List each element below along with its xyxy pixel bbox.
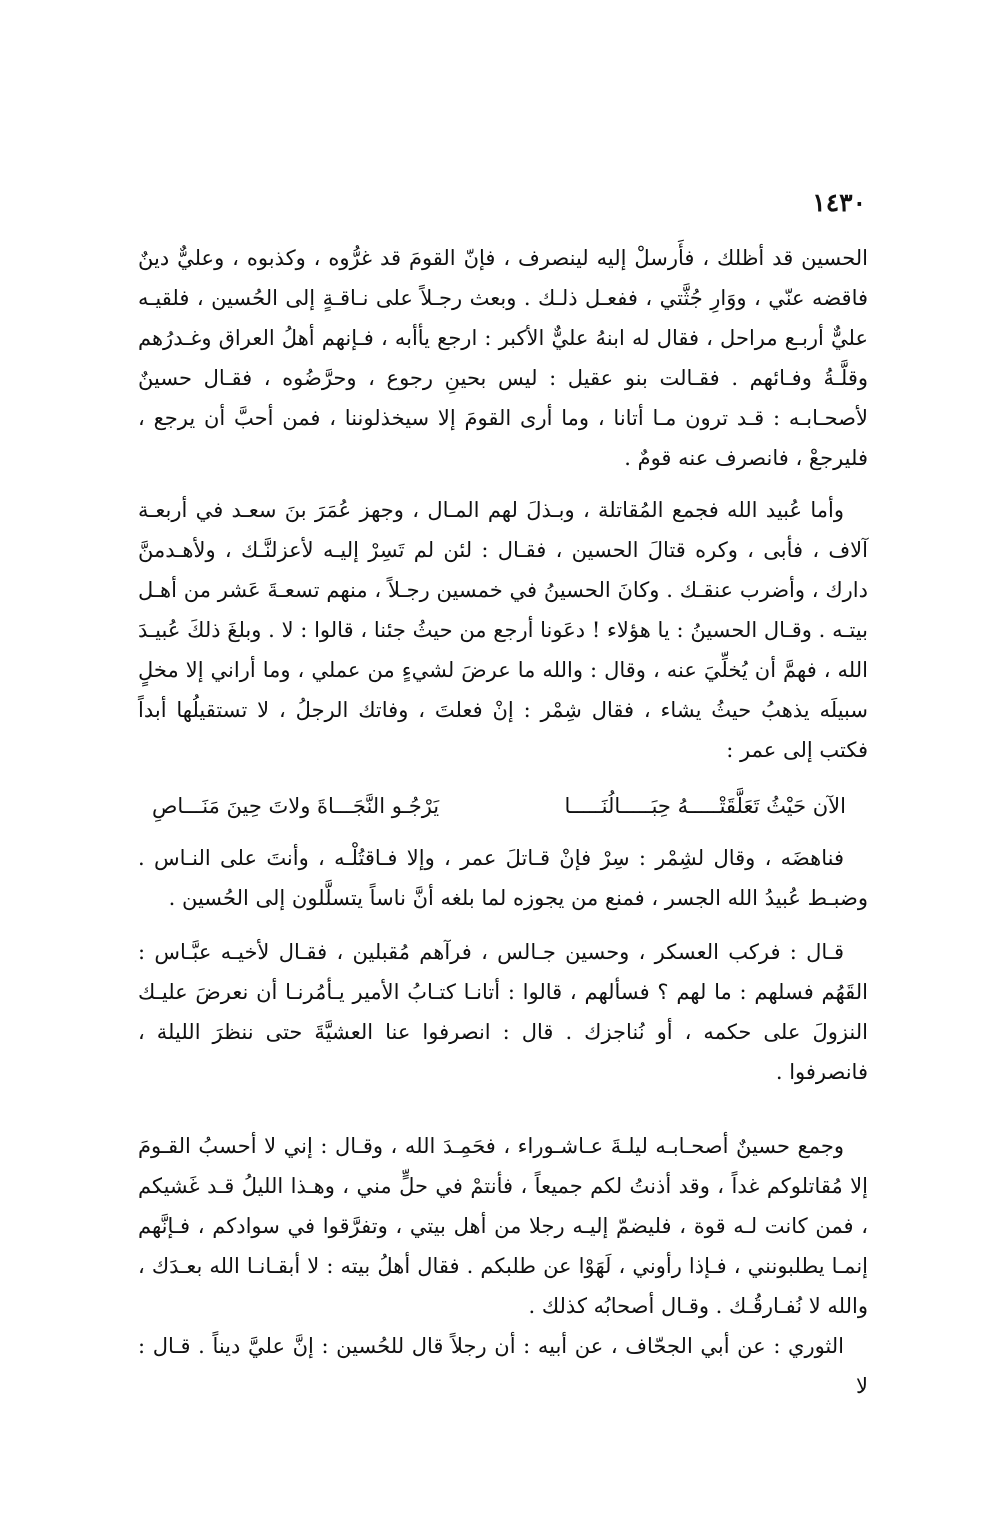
paragraph-3: فناهضَه ، وقال لشِمْر : سِرْ فإنْ قـاتلَ عمر ، وإلا فـاقتُلْـه ، وأنتَ على النـاس . وضبـط عُبيدُ الله الجسر ، فمنع من يجوزه لما بلغه أنَّ ناساً يتسلَّلون إلى الحُسين . bbox=[138, 846, 868, 910]
paragraph-4: قـال : فركب العسكر ، وحسين جـالس ، فرآهم مُقبلين ، فقـال لأخيـه عبَّـاس : القَهُم فسلهم : ما لهم ؟ فسألهم ، قالوا : أتانـا كتـابُ الأمير يـأمُرنـا أن نعرضَ عليـك النزولَ على حكمه ، أو نُناجزك . قال : انصرفوا عنا العشيَّةَ حتى ننظرَ الليلة ، فانصرفوا . bbox=[138, 940, 868, 1084]
body-text bbox=[138, 238, 868, 1406]
verse-first-hemistich: الآن حَيْثُ تَعَلَّقَتْـــــهُ حِبَـــــالُنَـــــا bbox=[564, 794, 846, 818]
page-number: ١٤٣٠ bbox=[812, 188, 866, 217]
poetry-verse bbox=[138, 786, 868, 826]
paragraph-5: وجمع حسينٌ أصحـابـه ليلـةَ عـاشـوراء ، فحَمِـدَ الله ، وقـال : إني لا أحسبُ القـومَ إلا مُقاتلوكم غداً ، وقد أذنتُ لكم جميعاً ، فأنتمْ في حلٍّ مني ، وهـذا الليلُ قـد غَشيكم ، فمن كانت لـه قوة ، فليضمّ إليـه رجلا من أهل بيتي ، وتفرَّقوا في سوادكم ، فـإنَّهم إنمـا يطلبونني ، فـإذا رأوني ، لَهَوْا عن طلبكم . فقال أهلُ بيته : لا أبقـانـا الله بعـدَك ، والله لا نُفـارقُـك . وقـال أصحابُه كذلك . bbox=[138, 1134, 868, 1318]
paragraph-2: وأما عُبيد الله فجمع المُقاتلة ، وبـذلَ لهم المـال ، وجهز عُمَرَ بنَ سعـد في أربعـة آلاف ، فأبى ، وكره قتالَ الحسين ، فقـال : لئن لم تَسِرْ إليـه لأعزلنَّـك ، ولأهـدمنَّ دارك ، وأضرب عنقـك . وكانَ الحسينُ في خمسين رجـلاً ، منهم تسعـةَ عَشر من أهـل بيتـه . وقـال الحسينُ : يا هؤلاء ! دعَونا أرجع من حيثُ جئنا ، قالوا : لا . وبلغَ ذلكَ عُبيـدَ الله ، فهمَّ أن يُخلِّيَ عنه ، وقال : والله ما عرضَ لشيءٍ من عملي ، وما أراني إلا مخلٍ سبيلَه يذهبُ حيثُ يشاء ، فقال شِمْر : إنْ فعلتَ ، وفاتك الرجلُ ، لا تستقيلُها أبداً فكتب إلى عمر : bbox=[138, 498, 868, 762]
paragraph-6: الثوري : عن أبي الجحّاف ، عن أبيه : أن رجلاً قال للحُسين : إنَّ عليَّ ديناً . قـال : لا bbox=[138, 1334, 868, 1398]
verse-second-hemistich: يَرْجُـو النَّجَـــاةَ ولاتَ حِينَ مَنَـــاصِ bbox=[152, 794, 440, 818]
paragraph-1: الحسين قد أظلك ، فأَرسلْ إليه لينصرف ، فإنّ القومَ قد غرُّوه ، وكذبوه ، وعليٌّ دينٌ فاقضه عنّي ، ووَارِ جُثَّتي ، ففعـل ذلـك . وبعث رجـلاً على نـاقـةٍ إلى الحُسين ، فلقيـه عليٌّ أربـع مراحل ، فقال له ابنهُ عليٌّ الأكبر : ارجع يأأبه ، فـإنهم أهلُ العراق وغـدرُهم وقلَّـةُ وفـائهم . فقـالت بنو عقيل : ليس بحينِ رجوع ، وحرَّضُوه ، فقـال حسينٌ لأصحـابـه : قـد ترون مـا أتانا ، وما أرى القومَ إلا سيخذلوننا ، فمن أحبَّ أن يرجع ، فليرجعْ ، فانصرف عنه قومٌ . bbox=[138, 246, 868, 470]
